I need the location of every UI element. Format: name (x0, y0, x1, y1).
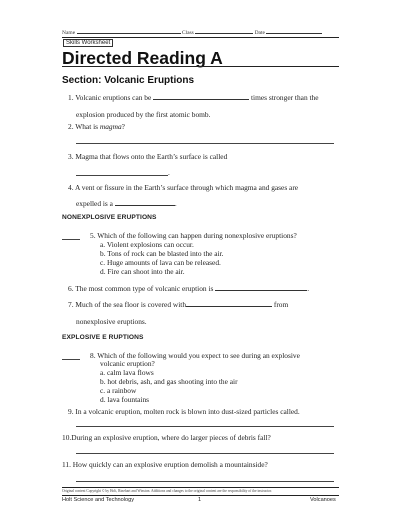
question-9: 9. In a volcanic eruption, molten rock is blown into dust-sized particles called. (68, 407, 300, 416)
answer-blank-6[interactable] (215, 284, 307, 291)
worksheet-type-label: Skills Worksheet (63, 39, 113, 47)
question-7: 7. Much of the sea floor is covered with from (68, 300, 289, 309)
answer-line-5[interactable] (62, 239, 80, 240)
answer-line-8[interactable] (62, 359, 80, 360)
question-8: 8. Which of the following would you expect to see during an explosive (90, 351, 300, 360)
answer-line-9[interactable] (76, 426, 334, 427)
question-5-option-c: c. Huge amounts of lava can be released. (100, 258, 221, 267)
question-4-continued: expelled is a . (76, 199, 177, 208)
name-label: Name (62, 30, 76, 36)
answer-line-10[interactable] (76, 453, 334, 454)
page-title: Directed Reading A (62, 48, 223, 68)
nonexplosive-heading: NONEXPLOSIVE ERUPTIONS (62, 214, 157, 221)
question-3: 3. Magma that flows onto the Earth’s surface is called (68, 152, 228, 161)
answer-blank-4[interactable] (115, 199, 175, 206)
question-8-option-d: d. lava fountains (100, 395, 150, 404)
question-4: 4. A vent or fissure in the Earth’s surface through which magma and gases are (68, 183, 299, 192)
worksheet-page: Name Class Date Skills Worksheet Directed Reading A Section: Volcanic Eruptions 1. Volcanic eruptions can be times stronger than the explosion produced by the first atomic bomb. 2. What is magma? 3. Magma that flows onto the Earth’s surface is called . 4. A vent or fissure in the Earth’s surface through which magma and gases are expelled is a . NONEXPLOSIVE ERUPTIONS 5. Which of the following can happen during nonexplosive eruptions? a. Violent explosions can occur. b. Tons of rock can be blasted into the air. c. Huge amounts of lava can be released. d. Fire can shoot into the air. 6. The most common type of volcanic eruption is . 7. Much of the sea floor is covered with from nonexplosive eruptions. EXPLOSIVE E RUPTIONS 8. Which of the following would you expect to see during an explosive volcanic eruption? a. calm lava flows b. hot debris, ash, and gas shooting into the air c. a rainbow d. lava fountains 9. In a volcanic eruption, molten rock is blown into dust-sized particles called. 10.During an explosive eruption, where do larger pieces of debris fall? 11. How quickly can an explosive eruption demolish a mountainside? Original content Copyright © by Holt, Rinehart and Winston. Additions and changes to the original content are the responsibility of the instructor. Holt Science and Technology 1 Volcanoes (0, 0, 400, 516)
explosive-heading: EXPLOSIVE E RUPTIONS (62, 334, 144, 341)
answer-blank-7[interactable] (186, 300, 272, 307)
answer-line-2[interactable] (76, 143, 334, 144)
question-7-continued: nonexplosive eruptions. (76, 317, 147, 326)
footer-page-number: 1 (198, 497, 202, 503)
footer-subject: Volcanoes (310, 497, 336, 503)
answer-line-11[interactable] (76, 481, 334, 482)
question-5-option-d: d. Fire can shoot into the air. (100, 267, 185, 276)
copyright-note: Original content Copyright © by Holt, Rinehart and Winston. Additions and changes to the original content are the responsibility of the instructor. (62, 489, 272, 493)
section-title: Section: Volcanic Eruptions (62, 75, 195, 86)
question-5-option-a: a. Violent explosions can occur. (100, 240, 194, 249)
answer-line-3[interactable] (76, 175, 168, 176)
question-8-option-c: c. a rainbow (100, 386, 137, 395)
question-11: 11. How quickly can an explosive eruption demolish a mountainside? (62, 460, 268, 469)
name-line (62, 27, 322, 36)
question-8-continued: volcanic eruption? (100, 359, 155, 368)
footer-publisher: Holt Science and Technology (62, 497, 135, 503)
date-label: Date (254, 30, 265, 36)
question-8-option-b: b. hot debris, ash, and gas shooting into the air (100, 377, 238, 386)
question-8-option-a: a. calm lava flows (100, 368, 154, 377)
question-5: 5. Which of the following can happen during nonexplosive eruptions? (90, 231, 297, 240)
class-label: Class (181, 30, 194, 36)
question-1-continued: explosion produced by the first atomic bomb. (76, 110, 211, 119)
answer-blank-1[interactable] (153, 93, 249, 100)
question-2: 2. What is magma? (68, 122, 125, 131)
question-6: 6. The most common type of volcanic eruption is . (68, 284, 310, 293)
question-5-option-b: b. Tons of rock can be blasted into the air. (100, 249, 224, 258)
question-10: 10.During an explosive eruption, where do larger pieces of debris fall? (62, 433, 271, 442)
title-box (62, 37, 339, 74)
question-1: 1. Volcanic eruptions can be times stronger than the (68, 93, 319, 102)
